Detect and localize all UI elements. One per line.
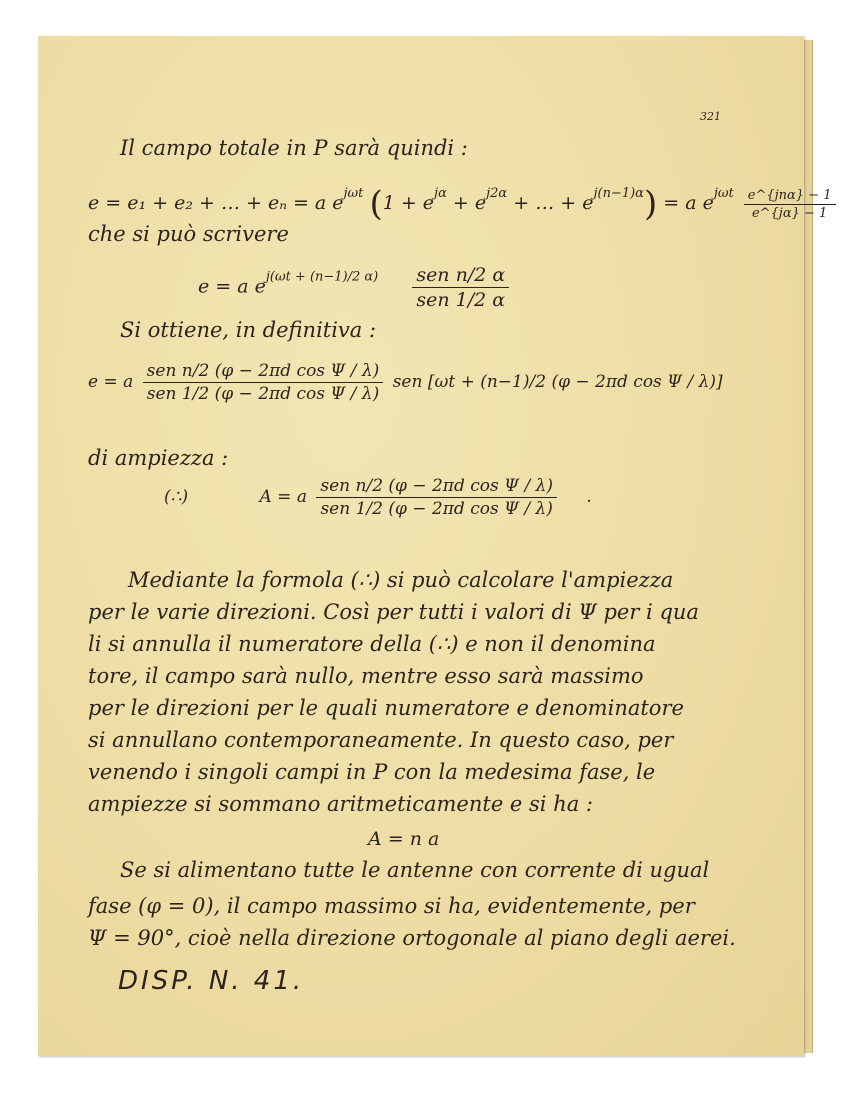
text-line: Ψ = 90°, cioè nella direzione ortogonale al piano degli aerei.: [88, 926, 736, 950]
dispensa-number: DISP. N. 41.: [118, 966, 305, 996]
text-line: Se si alimentano tutte le antenne con corrente di ugual: [120, 858, 710, 882]
fraction: $\frac{\text{sen n/2 (φ − 2πd cos Ψ / λ)}}{\text{sen 1/2 (φ − 2πd cos Ψ / λ)}}$: [316, 476, 557, 519]
text-line: per le direzioni per le quali numeratore e denominatore: [88, 696, 684, 720]
equation-amplitude: (∴) A = a $\frac{\text{sen n/2 (φ − 2πd cos Ψ / λ)}}{\text{sen 1/2 (φ − 2πd cos Ψ / λ)}}$ .: [164, 476, 592, 519]
text-line: venendo i singoli campi in P con la medesima fase, le: [88, 760, 656, 784]
text-line: Mediante la formola (∴) si può calcolare l'ampiezza: [128, 568, 674, 592]
text-line: li si annulla il numeratore della (∴) e non il denomina: [88, 632, 656, 656]
fraction: $\frac{\text{e\textasciicircum{}\{jnα\} − 1}}{e\^{}\{j\alpha\} - 1}$: [744, 188, 836, 221]
text-line: ampiezze si sommano aritmeticamente e si ha :: [88, 792, 593, 816]
text-line: Il campo totale in P sarà quindi :: [120, 136, 468, 160]
equation-sum-fields: e = e₁ + e₂ + … + eₙ = a $e^{j\omega t}$ ($1 + e^{j\alpha} + e^{j2\alpha}$ + … + $e^{j(n-1)\alpha}) = a$ $e^{j\omega t}$ $\frac{\text{e\textasciicircum{}\{jnα\} − 1}}{e\^{}\{j\alpha\} - 1}$: [88, 184, 840, 224]
equation-rewritten: e = a $e^{j(\omega t + (n-1)/2 \alpha)}$ $\frac{\text{sen n/2 α}}{\text{sen 1/2 α}}$: [198, 264, 513, 311]
equation-max-amplitude: A = n a: [368, 828, 440, 850]
text-line: di ampiezza :: [88, 446, 229, 470]
text-line: tore, il campo sarà nullo, mentre esso sarà massimo: [88, 664, 644, 688]
text-line: per le varie direzioni. Così per tutti i valori di Ψ per i qua: [88, 600, 699, 624]
document-page: [38, 36, 832, 1056]
page-number: 321: [700, 110, 721, 123]
text-line: fase (φ = 0), il campo massimo si ha, evidentemente, per: [88, 894, 695, 918]
equation-final-field: e = a $\frac{\text{sen n/2 (φ − 2πd cos Ψ / λ)}}{\text{sen 1/2 (φ − 2πd cos Ψ / λ)}}$ sen [ωt + (n−1)/2 (φ − 2πd cos Ψ / λ)]: [88, 361, 723, 404]
fraction: $\frac{\text{sen n/2 (φ − 2πd cos Ψ / λ)}}{\text{sen 1/2 (φ − 2πd cos Ψ / λ)}}$: [143, 361, 384, 404]
text-line: si annullano contemporaneamente. In questo caso, per: [88, 728, 674, 752]
text-line: Si ottiene, in definitiva :: [120, 318, 377, 342]
fraction: $\frac{\text{sen n/2 α}}{\text{sen 1/2 α}}$: [412, 264, 509, 311]
text-line: che si può scrivere: [88, 222, 289, 246]
